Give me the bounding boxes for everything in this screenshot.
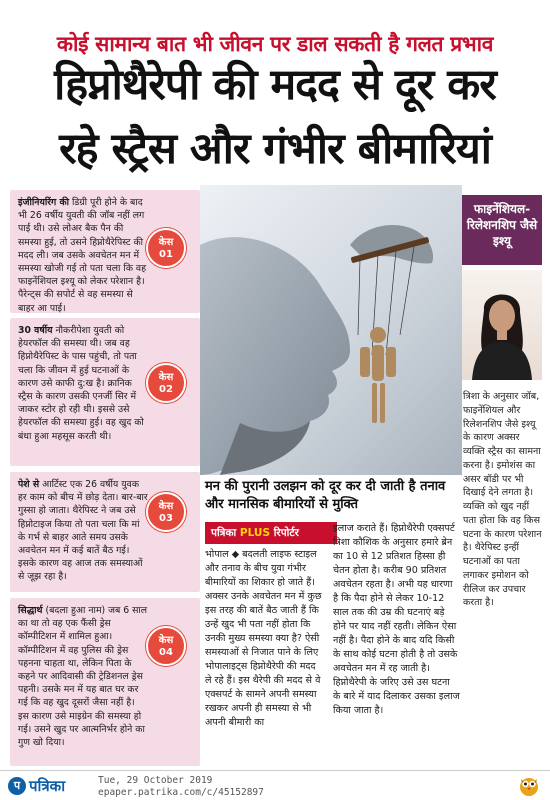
case-badge-4: केस 04 (146, 626, 186, 666)
expert-photo (462, 270, 542, 380)
sidebar-title-box: फाइनेंशियल-रिलेशनशिप जैसे इश्यू (462, 195, 542, 265)
case-box-2 (10, 318, 200, 466)
case-badge-2: केस 02 (146, 363, 186, 403)
case-text-4: सिद्धार्थ (बदला हुआ नाम) जब 6 साल का था तो वह एक फैंसी ड्रेस कॉम्पीटिशन में शामिल हुआ। कॉम्पीटिशन में वह पुलिस की ड्रेस पहनना चाहता था, लेकिन पिता के कहने पर आदिवासी की ट्रेडिशनल ड्रेस पहनी। उसके मन में यह बात घर कर गई कि वह खुद दूसरों जैसा नहीं है। इस कारण उसे माइग्रेन की समस्या हो गई। उसने खुद पर आत्मनिर्भर होने का गुण खो दिया। (18, 605, 148, 748)
edition-date: Tue, 29 October 2019 (98, 775, 213, 786)
article-column-2: इलाज कराते हैं। हिप्नोथैरेपी एक्सपर्ट त्रिशा कौशिक के अनुसार हमारे ब्रेन का 10 से 12 प्रतिशत हिस्सा ही चेतन होता है। करीब 90 प्रतिशत अवचेतन रहता है। अभी यह धारणा है कि पैदा होने से लेकर 10-12 साल तक की उम्र की घटनाएं बड़े होने पर याद नहीं रहती। लेकिन ऐसा नहीं है। पैदा होने के बाद यदि किसी के साथ कोई घटना होती है तो उसके अवचेतन मन में रह जाती है। हिप्नोथैरेपी के जरिए उसे उस घटना के बारे में याद दिलाकर उसका इलाज किया जाता है। (333, 523, 460, 716)
case-box-1 (10, 190, 200, 313)
case-badge-3: केस 03 (146, 492, 186, 532)
case-box-3 (10, 472, 200, 592)
sidebar-text: त्रिशा के अनुसार जॉब, फाइनेंशियल और रिलेशनशिप जैसे इश्यू के कारण अक्सर व्यक्ति स्ट्रैस का सामना करना है। इमोशंस का असर बॉडी पर भी दिखाई देने लगता है। व्यक्ति को खुद नहीं पता होता कि वह किस घटना के कारण परेशान है। थैरेपिस्ट इन्हीं घटनाओं का पता लगाकर इमोशन को रीलिज कर उपचार करता है। (463, 391, 542, 609)
owl-icon (518, 774, 540, 796)
logo-text: पत्रिका (29, 777, 66, 795)
hero-illustration (200, 185, 462, 475)
logo-mark-icon: प (8, 777, 26, 795)
case-text-3: पेशे से आर्टिस्ट एक 26 वर्षीय युवक हर काम को बीच में छोड़ देता। बार-बार गुस्सा हो जाता। थैरेपिस्ट ने जब उसे हिप्नोटाइज किया तो पता चला कि मां के गर्भ से बाहर आते समय उसके अवचेतन मन में कई बातें बैठ गई। इसके कारण वह आज तक समस्याओं से जूझ रहा है। (18, 479, 148, 583)
wooden-puppet (360, 327, 396, 423)
case-text-1: इंजीनियरिंग की डिग्री पूरी होने के बाद भी 26 वर्षीय युवती की जॉब नहीं लग पाई थी। उसे लोअर बैक पैन की समस्या हुई, तो उसने हिप्नोथैरेपिस्ट की मदद ली। जब उसके अवचेतन मन में समस्या खोजी गई तो पता चला कि वह फाइनेंशियल इश्यू को लेकर परेशान है। पैरेन्ट्स की सपोर्ट से वह समस्या से बाहर आ पाई। (18, 197, 147, 314)
headline-line-2: रहे स्ट्रैस और गंभीर बीमारियां (59, 124, 491, 174)
footer-divider (0, 770, 550, 771)
case-box-4 (10, 598, 200, 766)
edition-info (98, 775, 264, 800)
patrika-logo (8, 776, 65, 796)
tagline: कोई सामान्य बात भी जीवन पर डाल सकती है गलत प्रभाव (56, 32, 494, 56)
headline-line-1: हिप्नोथैरेपी की मदद से दूर कर (54, 60, 496, 110)
puppet-head-illustration (200, 185, 462, 475)
case-badge-1: केस 01 (146, 228, 186, 268)
article-column-1: भोपाल ◆ बदलती लाइफ स्टाइल और तनाव के बीच युवा गंभीर बीमारियों का शिकार हो जाते हैं। अक्सर उनके अवचेतन मन में कुछ इस तरह की बातें बैठ जाती हैं कि उन्हें खुद भी पता नहीं होता कि उनकी मुख्य समस्या क्या है? ऐसी समस्याओं से निजात पाने के लिए भोपालाइट्स हिप्नोथैरेपी की मदद ले रहे हैं। इस थैरेपी की मदद से वे एक्सपर्ट के सामने अपनी समस्या रखकर अपनी ही समस्या से भी अपनी बीमारी का (205, 549, 322, 728)
edition-url[interactable]: epaper.patrika.com/c/45152897 (98, 787, 264, 799)
case-text-2: 30 वर्षीय नौकरीपेशा युवती को हेयरफॉल की समस्या थी। जब वह हिप्नोथैरेपिस्ट के पास पहुंची, तो पता चला कि जीवन में हुई घटनाओं के कारण उसे काफी दु:ख है। क्रानिक स्ट्रैस के कारण उसकी एनर्जी सिर में जाकर स्टोर हो रही थी। इससे उसे हेयरफॉल की समस्या हुई। वह खुद को बंधा हुआ महसूस करती थी। (18, 325, 144, 442)
byline-badge: पत्रिका PLUS रिपोर्टर (205, 522, 337, 544)
article-subhead: मन की पुरानी उलझन को दूर कर दी जाती है तनाव और मानसिक बीमारियों से मुक्ति (205, 479, 446, 512)
expert-portrait (462, 270, 542, 380)
